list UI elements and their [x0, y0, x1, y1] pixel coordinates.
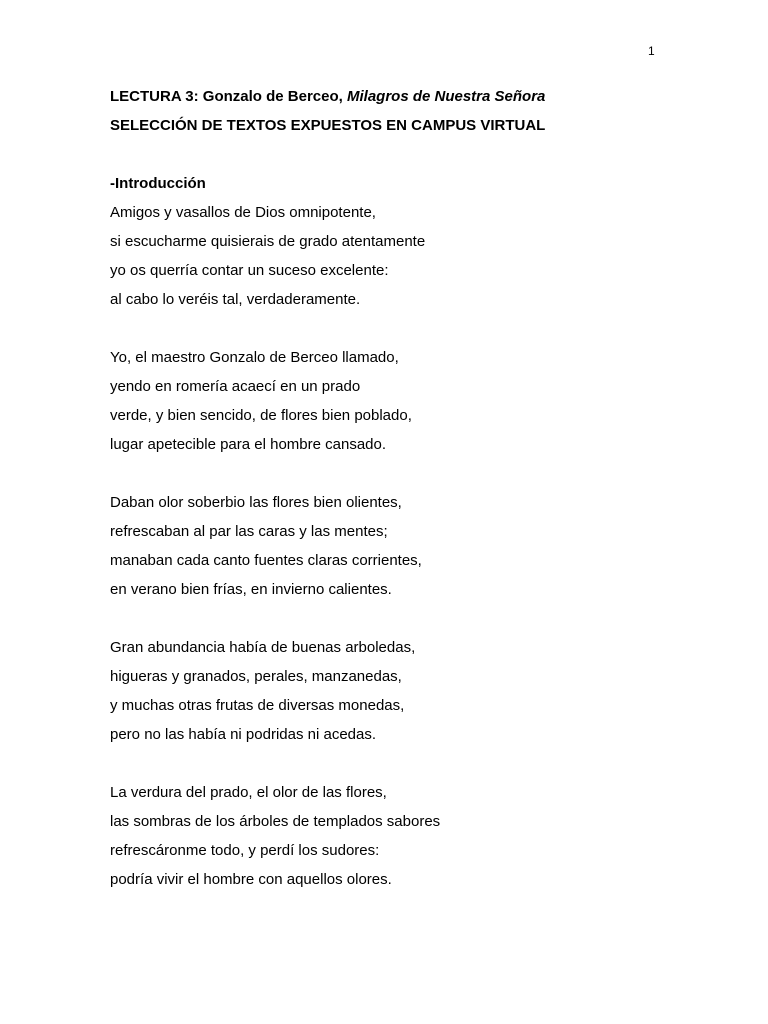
- verse-line: La verdura del prado, el olor de las flores,: [110, 784, 387, 801]
- stanza-spacer: [110, 459, 710, 488]
- verse-line: yo os querría contar un suceso excelente:: [110, 262, 389, 279]
- lectura-heading: [110, 82, 710, 111]
- verse-line: refrescaban al par las caras y las mentes;: [110, 523, 388, 540]
- verse-line: si escucharme quisierais de grado atentamente: [110, 233, 426, 250]
- document-body: [110, 82, 710, 894]
- verse-line: verde, y bien sencido, de flores bien poblado,: [110, 407, 412, 424]
- lectura-heading-title: Milagros de Nuestra Señora: [346, 88, 546, 105]
- stanza: [110, 198, 710, 314]
- spacer: [110, 140, 710, 169]
- verse-line: refrescáronme todo, y perdí los sudores:: [110, 842, 380, 859]
- verse-line: podría vivir el hombre con aquellos olores.: [110, 871, 392, 888]
- lectura-heading-prefix: LECTURA 3: Gonzalo de Berceo,: [110, 88, 347, 105]
- verse-line: Gran abundancia había de buenas arboledas,: [110, 639, 416, 656]
- stanza: [110, 633, 710, 749]
- verse-line: Yo, el maestro Gonzalo de Berceo llamado,: [110, 349, 399, 366]
- stanza-spacer: [110, 314, 710, 343]
- verse-line: yendo en romería acaecí en un prado: [110, 378, 361, 395]
- stanza-spacer: [110, 604, 710, 633]
- verse-line: lugar apetecible para el hombre cansado.: [110, 436, 387, 453]
- section-title: -Introducción: [110, 175, 206, 192]
- verse-line: Daban olor soberbio las flores bien olientes,: [110, 494, 402, 511]
- verse-line: y muchas otras frutas de diversas monedas,: [110, 697, 405, 714]
- verse-line: las sombras de los árboles de templados sabores: [110, 813, 441, 830]
- selection-subtitle: SELECCIÓN DE TEXTOS EXPUESTOS EN CAMPUS VIRTUAL: [110, 117, 546, 134]
- stanza-spacer: [110, 749, 710, 778]
- verse-line: pero no las había ni podridas ni acedas.: [110, 726, 377, 743]
- verse-line: Amigos y vasallos de Dios omnipotente,: [110, 204, 376, 221]
- poem-stanzas: [110, 198, 710, 894]
- verse-line: manaban cada canto fuentes claras corrientes,: [110, 552, 422, 569]
- stanza: [110, 343, 710, 459]
- stanza: [110, 778, 710, 894]
- page-number: 1: [648, 44, 655, 58]
- verse-line: al cabo lo veréis tal, verdaderamente.: [110, 291, 361, 308]
- stanza: [110, 488, 710, 604]
- verse-line: higueras y granados, perales, manzanedas,: [110, 668, 402, 685]
- verse-line: en verano bien frías, en invierno calientes.: [110, 581, 392, 598]
